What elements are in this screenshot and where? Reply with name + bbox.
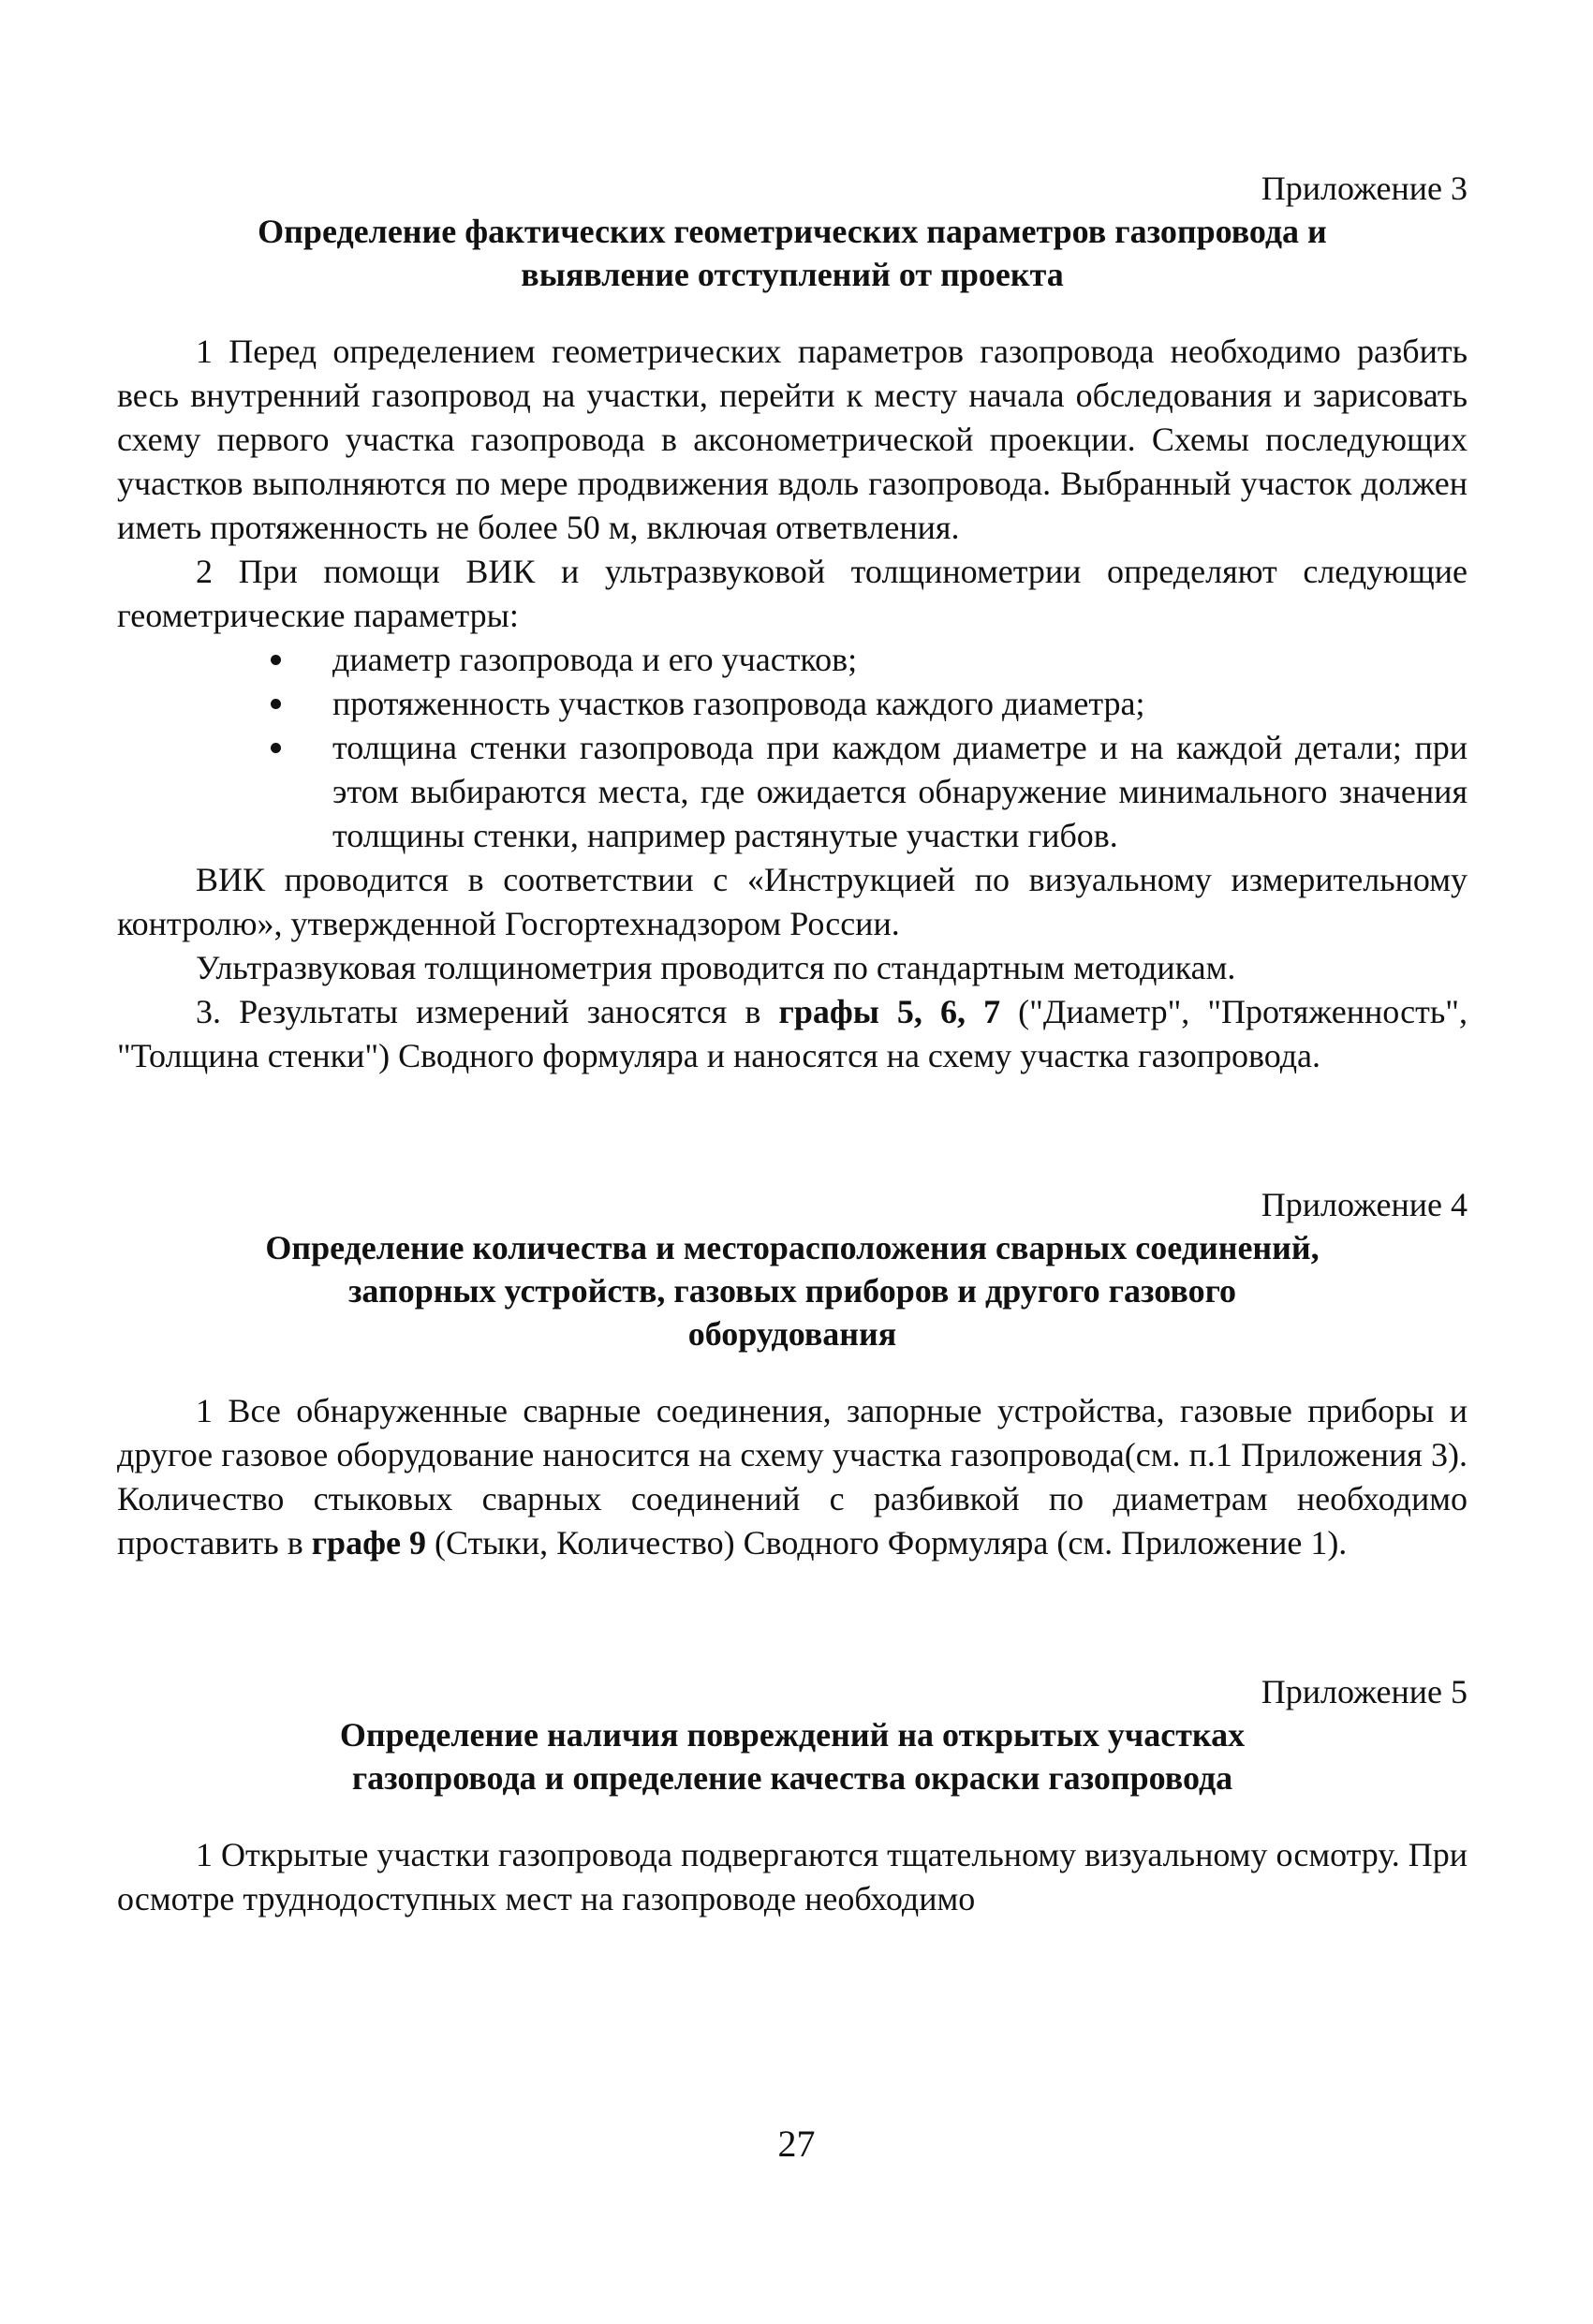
bold-text-run: графы 5, 6, 7 xyxy=(778,993,1001,1030)
paragraph: 1 Открытые участки газопровода подвергаются тщательному визуальному осмотру. При осмотре труднодоступных мест на газопроводе необходимо xyxy=(117,1836,1468,1917)
appendix-5-title-line-2: газопровода и определение качества окраски газопровода xyxy=(351,1759,1233,1797)
appendix-5-title-line-1: Определение наличия повреждений на открытых участках xyxy=(339,1716,1246,1754)
appendix-3-label: Приложение 3 xyxy=(1261,170,1468,207)
appendix-4-title-line-2: запорных устройств, газовых приборов и другого газового xyxy=(347,1272,1237,1310)
appendix-3-section xyxy=(117,167,1468,1078)
parameter-list xyxy=(117,638,1468,858)
text-run: 3. Результаты измерений заносятся в xyxy=(196,993,779,1030)
appendix-4-title-line-3: оборудования xyxy=(687,1315,897,1353)
text-run: (Стыки, Количество) Сводного Формуляра (см. Приложение 1). xyxy=(425,1524,1348,1562)
appendix-4-title-line-1: Определение количества и месторасположения сварных соединений, xyxy=(265,1229,1320,1266)
paragraph: ВИК проводится в соответствии с «Инструкцией по визуальному измерительному контролю», утвержденной Госгортехнадзором России. xyxy=(117,861,1468,942)
paragraph: Ультразвуковая толщинометрия проводится по стандартным методикам. xyxy=(196,949,1236,986)
appendix-4-label: Приложение 4 xyxy=(1261,1186,1468,1223)
list-item: диаметр газопровода и его участков; xyxy=(332,638,1468,682)
appendix-3-title-line-1: Определение фактических геометрических параметров газопровода и xyxy=(258,213,1327,250)
appendix-5-label: Приложение 5 xyxy=(1261,1673,1468,1710)
text-run: 1 Все обнаруженные сварные соединения, запорные устройства, газовые приборы и другое газовое оборудование наносится на схему участка газопровода(см. п.1 Приложения 3). Количество стыковых сварных соединений с разбивкой по диаметрам необходимо проставить в xyxy=(117,1392,1468,1562)
bold-text-run: графе 9 xyxy=(311,1524,426,1562)
page-number: 27 xyxy=(777,2123,816,2165)
appendix-5-section xyxy=(117,1670,1468,1921)
paragraph xyxy=(117,1389,1468,1565)
paragraph: 2 При помощи ВИК и ультразвуковой толщинометрии определяют следующие геометрические параметры: xyxy=(117,553,1468,634)
appendix-4-section xyxy=(117,1183,1468,1565)
text-run: ("Диаметр", "Протяженность", "Толщина стенки") Сводного формуляра и наносятся на схему участка газопровода. xyxy=(117,993,1468,1074)
paragraph: 1 Перед определением геометрических параметров газопровода необходимо разбить весь внутренний газопровод на участки, перейти к месту начала обследования и зарисовать схему первого участка газопровода в аксонометрической проекции. Схемы последующих участков выполняются по мере продвижения вдоль газопровода. Выбранный участок должен иметь протяженность не более 50 м, включая ответвления. xyxy=(117,333,1468,546)
list-item: протяженность участков газопровода каждого диаметра; xyxy=(332,682,1468,726)
appendix-3-title-line-2: выявление отступлений от проекта xyxy=(521,256,1064,293)
paragraph xyxy=(117,990,1468,1078)
page-content xyxy=(117,167,1468,1921)
list-item: толщина стенки газопровода при каждом диаметре и на каждой детали; при этом выбираются места, где ожидается обнаружение минимального значения толщины стенки, например растянутые участки гибов. xyxy=(332,726,1468,858)
